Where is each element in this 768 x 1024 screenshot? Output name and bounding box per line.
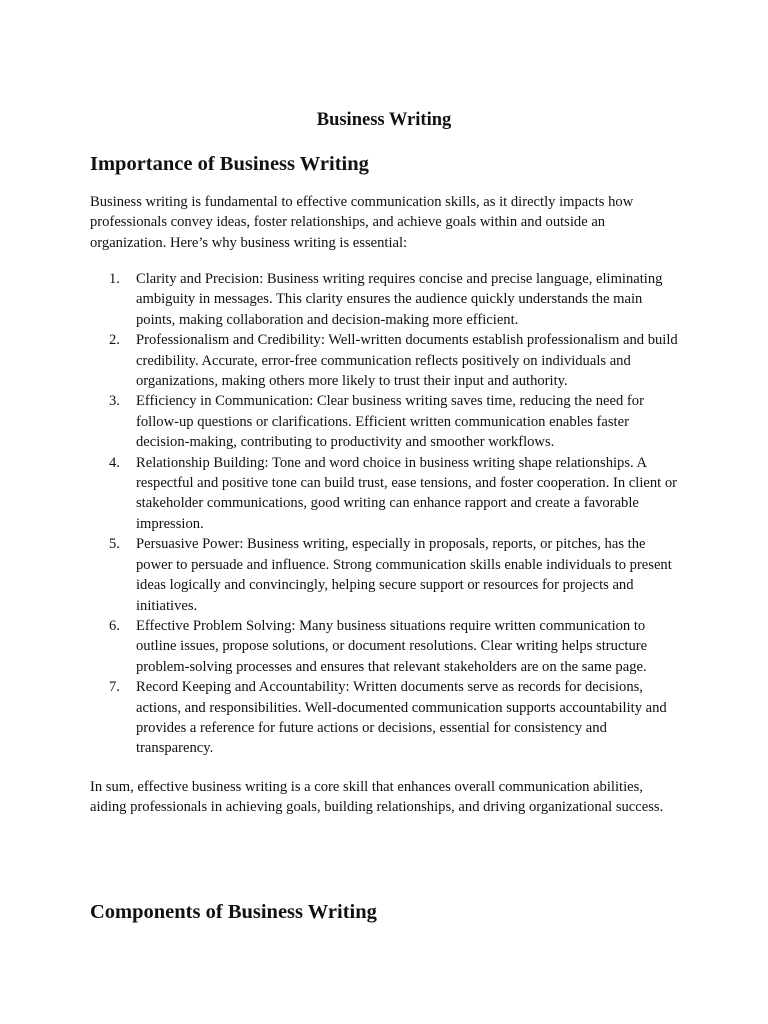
list-item-number: 4.: [109, 454, 120, 471]
list-item: [90, 453, 680, 535]
list-item-text: Relationship Building: Tone and word choice in business writing shape relationships. A respectful and positive tone can build trust, ease tensions, and foster cooperation. In client or stakeholder communications, good writing can enhance rapport and create a favorable impression.: [136, 454, 678, 532]
section-heading-importance: Importance of Business Writing: [90, 153, 369, 175]
list-item-text: Professionalism and Credibility: Well-written documents establish professionalism and build credibility. Accurate, error-free communication reflects positively on individuals and organizations, making others more likely to trust their input and authority.: [136, 332, 678, 390]
list-item-number: 6.: [109, 617, 120, 634]
list-item-text: Clarity and Precision: Business writing requires concise and precise language, eliminating ambiguity in messages. This clarity ensures the audience quickly understands the main points, making collaboration and decision-making more efficient.: [136, 271, 663, 328]
list-item-number: 1.: [109, 271, 120, 287]
list-item-text: Persuasive Power: Business writing, especially in proposals, reports, or pitches, has the power to persuade and influence. Strong communication skills enable individuals to present ideas logically and convincingly, helping secure support or resources for projects and initiatives.: [136, 536, 672, 614]
numbered-list: [90, 269, 680, 759]
list-item: [90, 330, 680, 391]
list-item-text: Record Keeping and Accountability: Written documents serve as records for decisions, actions, and responsibilities. Well-documented communication supports accountability and provides a reference for future actions or decisions, essential for consistency and transparency.: [136, 679, 667, 757]
list-item-number: 2.: [109, 332, 120, 349]
conclusion-paragraph: In sum, effective business writing is a core skill that enhances overall communication abilities, aiding professionals in achieving goals, building relationships, and driving organizational success.: [90, 779, 664, 816]
section-heading-components: Components of Business Writing: [90, 901, 377, 923]
list-item: [90, 391, 680, 452]
list-item-text: Effective Problem Solving: Many business situations require written communication to outline issues, propose solutions, or document resolutions. Clear writing helps structure problem-solving processes and ensures that relevant stakeholders are on the same page.: [136, 617, 648, 675]
list-item-number: 3.: [109, 393, 120, 410]
list-item: [90, 616, 680, 677]
list-item-number: 5.: [109, 536, 120, 553]
document-title: Business Writing: [316, 110, 452, 130]
intro-paragraph: Business writing is fundamental to effective communication skills, as it directly impacts how professionals convey ideas, foster relationships, and achieve goals within and outside an organization. Here’s why business writing is essential:: [90, 194, 634, 251]
list-item-number: 7.: [109, 679, 120, 696]
list-item: [90, 269, 680, 330]
list-item: [90, 677, 680, 759]
list-item-text: Efficiency in Communication: Clear business writing saves time, reducing the need for follow-up questions or clarifications. Efficient written communication enables faster decision-making, contributing to productivity and smoother workflows.: [136, 393, 644, 451]
list-item: [90, 534, 680, 616]
